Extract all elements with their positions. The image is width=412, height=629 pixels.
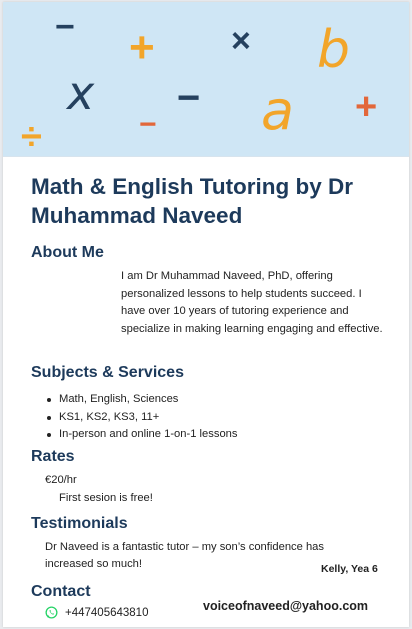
rate-price: €20/hr <box>45 474 77 486</box>
testimonials-heading: Testimonials <box>31 515 128 532</box>
list-item: In-person and online 1-on-1 lessons <box>45 426 238 444</box>
services-heading: Subjects & Services <box>31 364 184 381</box>
testimonial-author: Kelly, Yea 6 <box>321 563 378 575</box>
about-text: I am Dr Muhammad Naveed, PhD, offering personalized lessons to help students succeed. I have over 10 years of tutoring experience and specialize in making learning engaging and effective. <box>121 270 383 335</box>
services-list <box>45 391 238 444</box>
minus-symbol: − <box>139 108 157 141</box>
minus-symbol: − <box>177 76 201 120</box>
math-symbols-banner <box>3 2 409 157</box>
rate-note: First sesion is free! <box>59 492 153 504</box>
letter-x-symbol: x <box>67 66 95 120</box>
page-title: Math & English Tutoring by Dr Muhammad Naveed <box>31 174 354 228</box>
letter-b-symbol: b <box>317 20 351 80</box>
rates-heading: Rates <box>31 448 75 465</box>
about-heading: About Me <box>31 244 104 261</box>
minus-symbol: − <box>55 8 75 46</box>
plus-symbol: + <box>129 23 155 72</box>
list-item: KS1, KS2, KS3, 11+ <box>45 409 238 427</box>
phone-number[interactable]: +447405643810 <box>65 607 149 619</box>
plus-symbol: + <box>355 86 378 128</box>
tutor-flyer <box>3 2 409 627</box>
testimonial-quote: Dr Naveed is a fantastic tutor – my son’s confidence has increased so much! <box>45 541 324 570</box>
email-address[interactable]: voiceofnaveed@yahoo.com <box>203 599 369 613</box>
times-symbol: × <box>231 22 251 60</box>
letter-a-symbol: a <box>261 79 295 142</box>
divide-symbol: ÷ <box>21 116 42 158</box>
list-item: Math, English, Sciences <box>45 391 238 409</box>
contact-heading: Contact <box>31 583 91 600</box>
whatsapp-icon[interactable] <box>45 606 58 619</box>
